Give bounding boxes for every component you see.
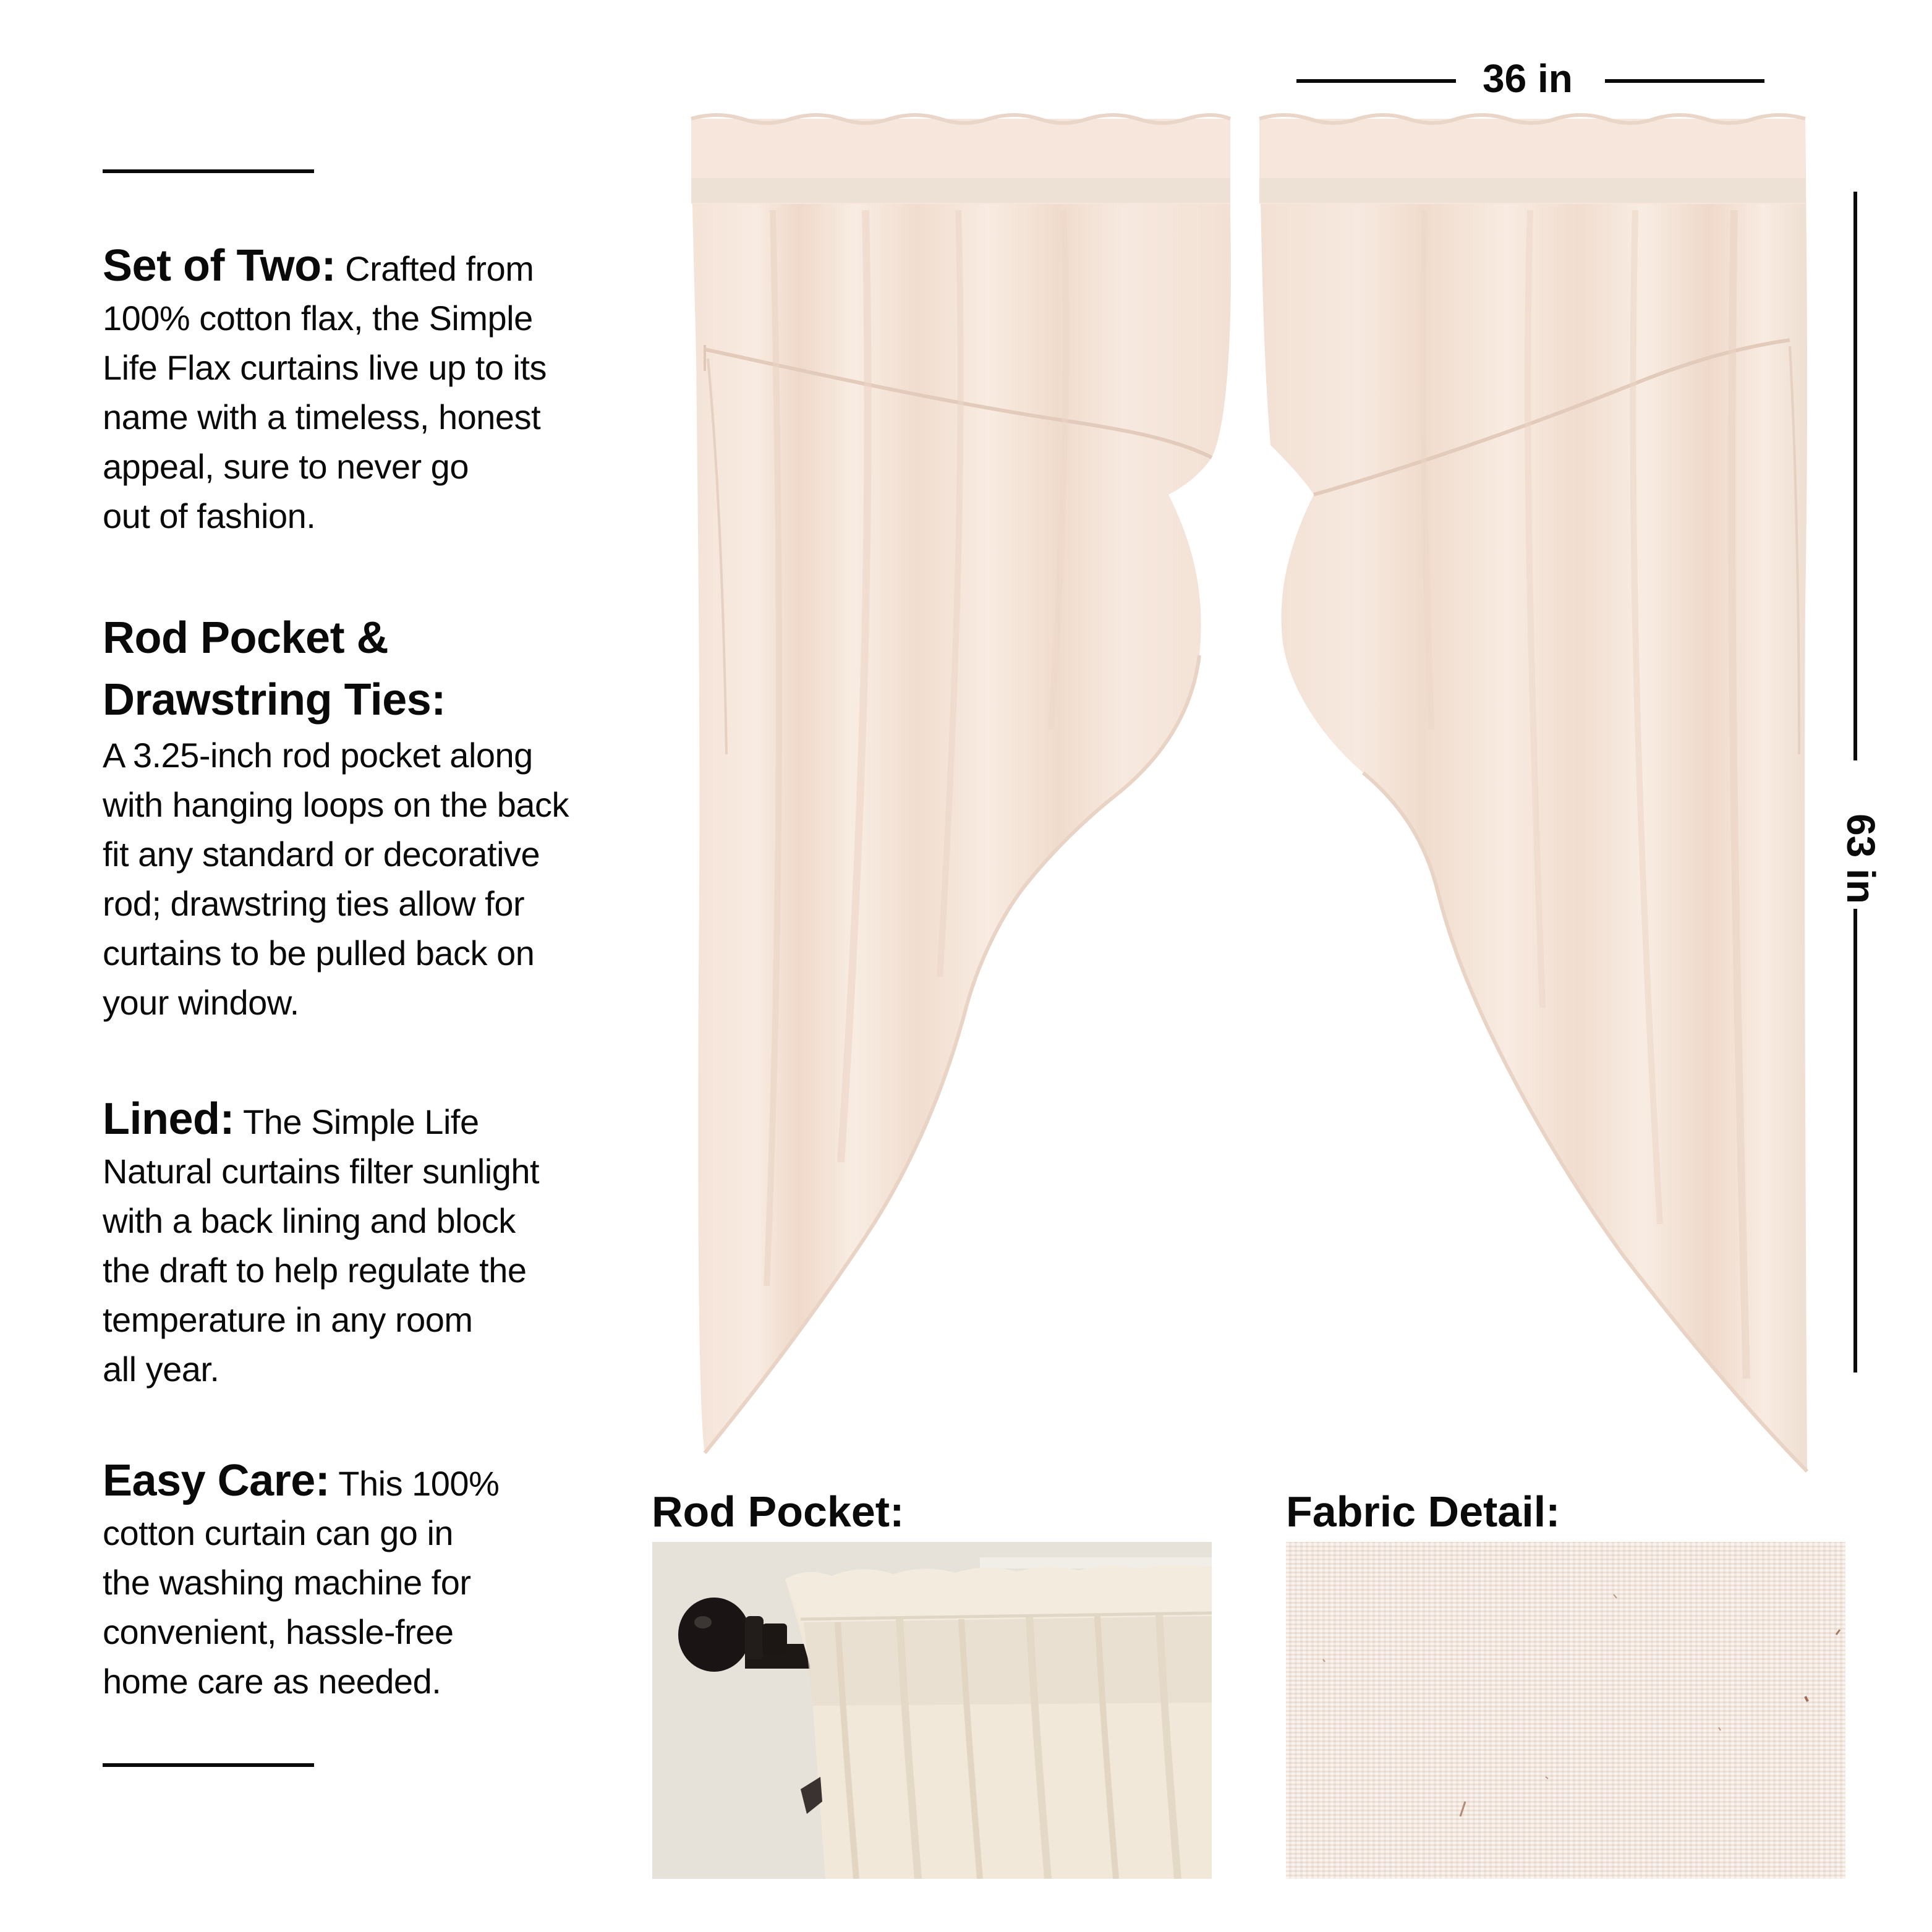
feature-body-line: your window. (103, 983, 299, 1022)
feature-body-line: The Simple Life (243, 1102, 479, 1141)
feature-rod-pocket-drawstring (103, 607, 659, 1028)
height-dimension-label: 63 in (1839, 814, 1883, 904)
feature-lined (103, 1094, 659, 1394)
feature-body-line: rod; drawstring ties allow for (103, 884, 525, 923)
feature-body-line: Natural curtains filter sunlight (103, 1152, 540, 1191)
feature-body-line: out of fashion. (103, 496, 316, 535)
rod-pocket-photo (652, 1542, 1212, 1879)
right-curtain-panel (1252, 111, 1821, 1490)
fabric-detail-photo (1286, 1542, 1845, 1879)
feature-body-line: This 100% (338, 1464, 500, 1503)
feature-title: Drawstring Ties: (103, 675, 446, 725)
width-dimension-line-right (1605, 79, 1764, 83)
fabric-detail-label: Fabric Detail: (1286, 1487, 1560, 1536)
feature-body-line: the draft to help regulate the (103, 1251, 527, 1290)
feature-body-line: name with a timeless, honest (103, 398, 541, 436)
feature-set-of-two (103, 241, 659, 541)
bottom-divider (103, 1763, 314, 1767)
feature-title: Rod Pocket & (103, 613, 389, 663)
feature-body-line: appeal, sure to never go (103, 447, 469, 486)
feature-body-line: all year. (103, 1350, 219, 1389)
width-dimension-label: 36 in (1483, 56, 1573, 101)
feature-body-line: curtains to be pulled back on (103, 934, 535, 972)
width-dimension-line-left (1296, 79, 1456, 83)
feature-title: Set of Two: (103, 241, 336, 291)
feature-first-line (103, 1094, 659, 1147)
rod-pocket-illustration (652, 1542, 1212, 1879)
feature-body-line: with hanging loops on the back (103, 785, 569, 824)
feature-title: Lined: (103, 1094, 234, 1144)
feature-body-line: fit any standard or decorative (103, 835, 540, 874)
feature-body-line: Life Flax curtains live up to its (103, 348, 547, 387)
feature-body-line: the washing machine for (103, 1563, 471, 1602)
feature-body-line: temperature in any room (103, 1300, 473, 1339)
feature-body-line: home care as needed. (103, 1662, 441, 1701)
feature-body-line: 100% cotton flax, the Simple (103, 299, 533, 338)
feature-first-line (103, 241, 659, 294)
feature-easy-care (103, 1456, 659, 1706)
left-curtain-panel (680, 111, 1249, 1471)
fabric-flecks (1286, 1542, 1845, 1879)
feature-body-line: convenient, hassle-free (103, 1612, 454, 1651)
feature-title: Easy Care: (103, 1456, 330, 1505)
rod-pocket-label: Rod Pocket: (652, 1487, 904, 1536)
height-dimension-line-top (1853, 192, 1857, 760)
top-divider (103, 169, 314, 173)
feature-body-line: with a back lining and block (103, 1201, 516, 1240)
height-dimension-line-bottom (1853, 909, 1857, 1372)
feature-body-line: Crafted from (345, 249, 534, 288)
feature-body-line: A 3.25-inch rod pocket along (103, 736, 533, 775)
feature-first-line (103, 1456, 659, 1509)
feature-body-line: cotton curtain can go in (103, 1513, 454, 1552)
